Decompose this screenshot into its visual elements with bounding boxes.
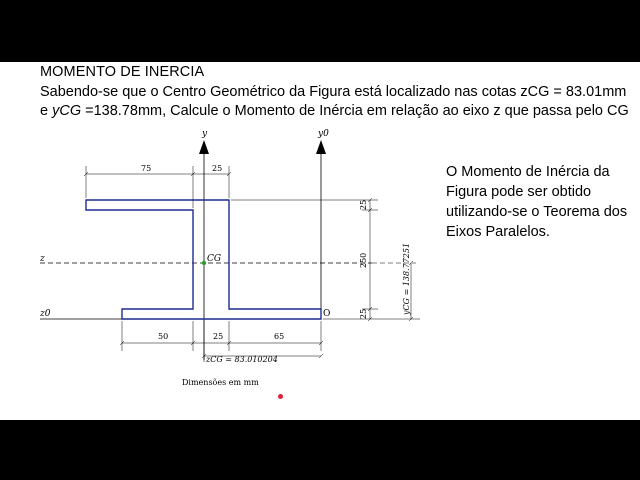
y0-axis-label: y0 xyxy=(318,129,329,139)
cg-label: CG xyxy=(207,254,222,264)
y-axis-arrow xyxy=(199,140,209,154)
slide xyxy=(0,62,640,420)
section-outline xyxy=(86,200,321,319)
dim-right-top: 25 xyxy=(359,199,368,210)
y0-axis-arrow xyxy=(316,140,326,154)
z-axis-label: z xyxy=(40,254,45,264)
slide-heading: MOMENTO DE INERCIA xyxy=(40,64,205,80)
dim-bottom-left: 50 xyxy=(158,332,169,341)
dim-right-bottom: 25 xyxy=(359,308,368,319)
side-note: O Momento de Inércia da Figura pode ser obtido utilizando-se o Teorema dos Eixos Paralelos. xyxy=(446,164,628,240)
problem-text-3: =138.78mm, Calcule o Momento de Inércia em relação ao eixo z que passa pelo CG xyxy=(81,103,629,119)
problem-text-1: Sabendo-se que o Centro Geométrico da Figura está localizado nas cotas zCG = 83.01mm e xyxy=(40,84,627,119)
dim-right-mid: 250 xyxy=(359,252,368,268)
zcg-label: zCG = 83.010204 xyxy=(206,355,278,364)
problem-text-ycg: yCG xyxy=(52,103,82,119)
z0-axis-label: z0 xyxy=(40,309,51,319)
dim-top-left: 75 xyxy=(141,164,152,173)
dim-bottom-right: 65 xyxy=(274,332,285,341)
units-label: Dimensões em mm xyxy=(182,378,259,387)
dim-bottom-mid: 25 xyxy=(213,332,224,341)
pointer-dot xyxy=(278,394,283,399)
y-axis-label: y xyxy=(202,129,208,139)
origin-label: O xyxy=(323,309,331,319)
dim-top-right: 25 xyxy=(212,164,223,173)
cg-point xyxy=(202,261,206,265)
ycg-label: yCG = 138.77251 xyxy=(402,242,411,315)
